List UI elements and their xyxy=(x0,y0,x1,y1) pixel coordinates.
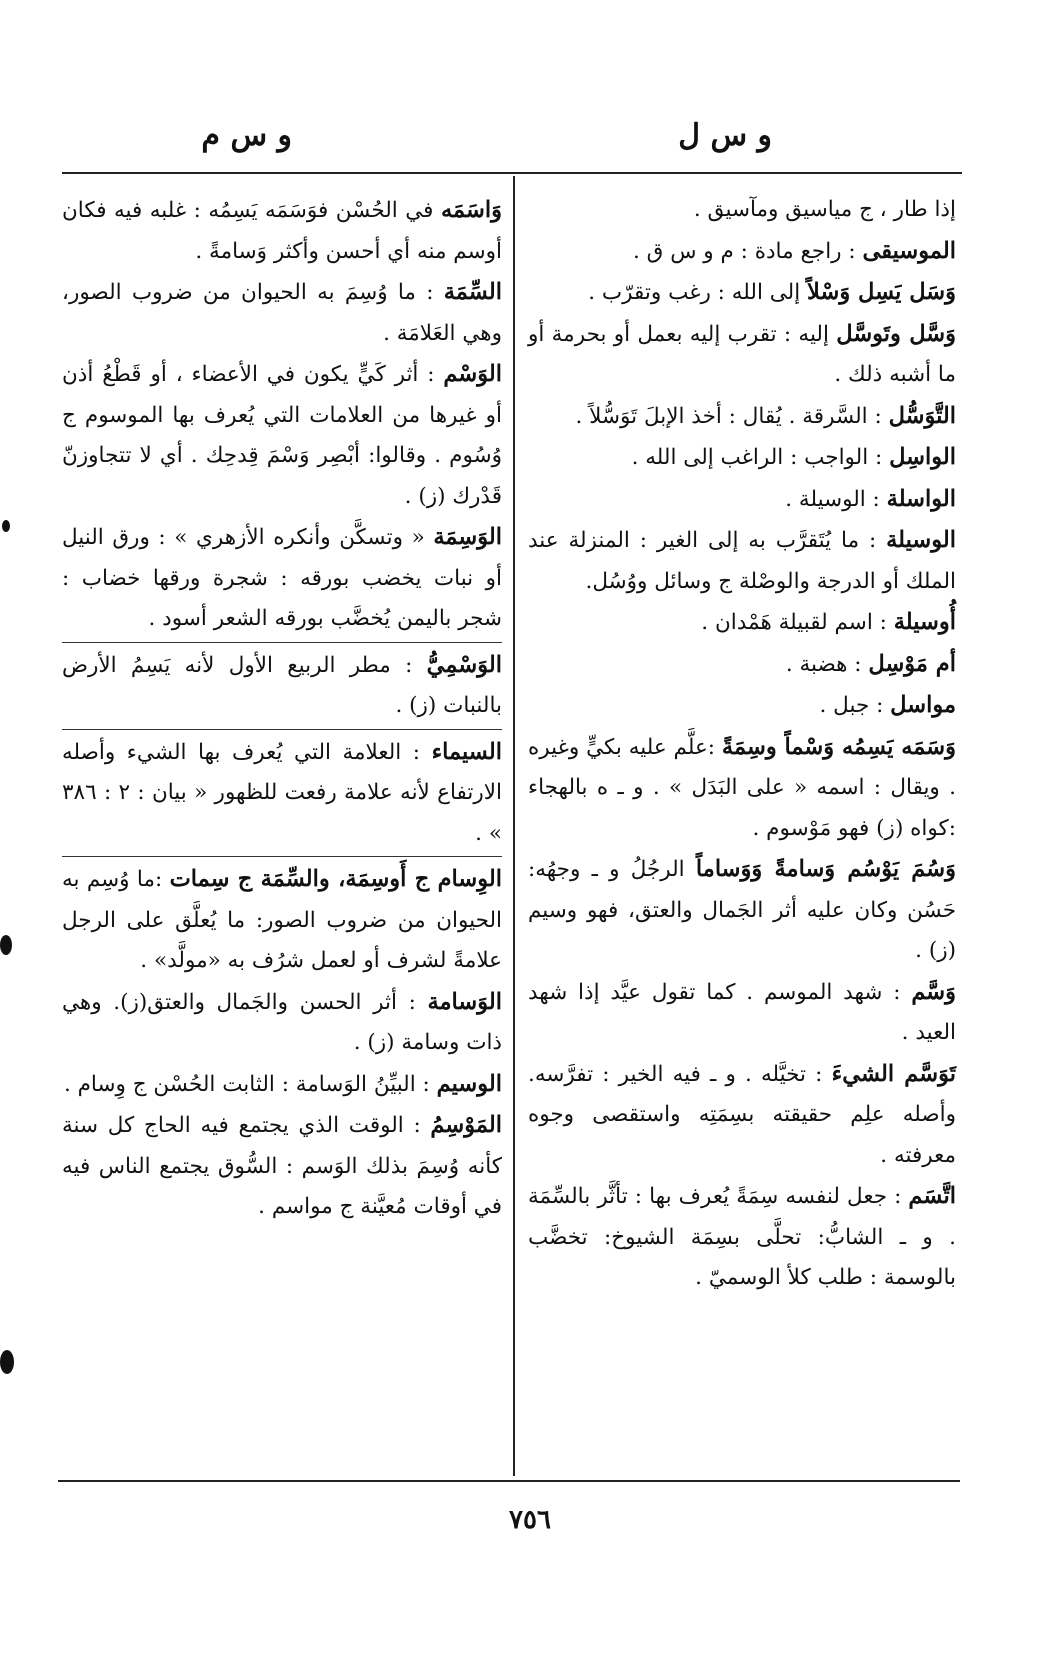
entry-headword: الوَسْم xyxy=(443,361,502,387)
entry-definition: : جبل . xyxy=(819,693,884,718)
left-column xyxy=(62,190,502,1228)
entry-definition: : أثر كَيٍّ يكون في الأعضاء ، أو قَطْعُ أذن أو غيرها من العلامات التي يُعرف بها الموسوم ج وُسُوم . وقالوا: أبْصِر وَسْمَ قِدحِك . أي لا تتجاوزنّ قَدْرك (ز) . xyxy=(62,362,502,509)
entry-headword: أُوسيلة xyxy=(893,609,956,635)
entry-headword: الوِسام ج أَوسِمَة، والسِّمَة ج سِمات xyxy=(169,866,502,892)
entry-definition: : شهد الموسم . كما تقول عيَّد إذا شهد العيد . xyxy=(528,979,956,1045)
scan-speck xyxy=(0,1350,14,1374)
dictionary-entry xyxy=(528,190,956,231)
dictionary-entry xyxy=(62,982,502,1064)
dictionary-entry xyxy=(528,1176,956,1299)
right-column xyxy=(528,190,956,1299)
entry-definition: : السَّرقة . يُقال : أخذ الإبلَ تَوَسُّلاً . xyxy=(575,403,882,429)
entry-headword: التَّوَسُّل xyxy=(888,402,956,429)
scan-speck xyxy=(2,520,10,532)
entry-definition: : ما وُسِمَ به الحيوان من ضروب الصور، وهي العَلامَة . xyxy=(62,280,502,346)
entry-definition: : راجع مادة : م و س ق . xyxy=(633,238,856,264)
dictionary-entry xyxy=(528,644,956,686)
entry-headword: الوسيم xyxy=(436,1070,502,1097)
dictionary-entry xyxy=(528,520,956,602)
dictionary-entry xyxy=(528,479,956,521)
bottom-rule xyxy=(58,1480,960,1482)
entry-definition: : الوقت الذي يجتمع فيه الحاج كل سنة كأنه وُسِمَ بذلك الوَسم : السُّوق يجتمع الناس فيه في أوقات مُعيَّنة ج مواسم . xyxy=(62,1113,502,1219)
dictionary-entry xyxy=(528,849,956,972)
entry-headword: الواسلة xyxy=(886,485,956,512)
entry-headword: وَسُمَ يَوْسُم وَسامةً وَوَساماً xyxy=(695,856,957,882)
entry-separator xyxy=(62,729,502,730)
entry-headword: الموسيقى xyxy=(862,237,956,264)
entry-definition: : العلامة التي يُعرف بها الشيء وأصله الارتفاع لأنه علامة رفعت للظهور « بيان : ٢ : ٣٨٦ » . xyxy=(62,739,502,846)
dictionary-entry xyxy=(528,602,956,644)
column-divider xyxy=(513,176,515,1476)
dictionary-entry xyxy=(62,732,502,855)
entry-headword: الواسِل xyxy=(889,444,956,470)
entry-definition: : جعل لنفسه سِمَةً يُعرف بها : تأثَّر بالسِّمَة . و ـ الشابُّ: تحلَّى بسِمَة الشيوخ: تخضَّب بالوسمة : طلب كلأ الوسميّ . xyxy=(528,1184,956,1290)
page-number: ٧٥٦ xyxy=(509,1505,551,1535)
top-rule xyxy=(62,172,962,174)
entry-definition: : مطر الربيع الأول لأنه يَسِمُ الأرض بالنبات (ز) . xyxy=(62,652,502,718)
entry-definition: : الوسيلة . xyxy=(785,486,880,512)
entry-headword: الوَسْمِيُّ xyxy=(426,651,502,678)
dictionary-entry xyxy=(528,314,956,396)
entry-separator xyxy=(62,856,502,857)
entry-headword: الوَسِمَة xyxy=(433,524,502,550)
entry-headword: السيماء xyxy=(431,738,502,765)
entry-definition: الرجُلُ و ـ وجهُه: حَسُن وكان عليه أثر الجَمال والعتق، فهو وسيم (ز) . xyxy=(528,857,956,963)
entry-definition: : الواجب : الراغب إلى الله . xyxy=(631,445,883,470)
dictionary-entry xyxy=(62,354,502,517)
entry-definition: : أثر الحسن والجَمال والعتق(ز). وهي ذات وسامة (ز) . xyxy=(62,989,502,1055)
entry-headword: الوسيلة xyxy=(886,527,956,553)
entry-headword: وَسَل يَسِل وَسْلاً xyxy=(807,279,956,305)
entry-headword: اتَّسَم xyxy=(908,1183,956,1209)
entry-definition: إذا طار ، ج مياسيق ومآسيق . xyxy=(693,197,956,222)
entry-separator xyxy=(62,642,502,643)
entry-headword: تَوَسَّم الشيءَ xyxy=(831,1060,956,1087)
entry-definition: : هضبة . xyxy=(785,651,862,677)
entry-definition: إلى الله : رغب وتقرّب . xyxy=(588,280,801,305)
entry-definition: : ما يُتَقرَّب به إلى الغير : المنزلة عند الملك أو الدرجة والوصْلة ج وسائل ووُسُل. xyxy=(528,528,956,594)
entry-headword: وَاسَمَه xyxy=(440,197,502,223)
dictionary-entry xyxy=(62,190,502,272)
entry-headword: السِّمَة xyxy=(443,279,502,305)
dictionary-entry xyxy=(62,517,502,640)
dictionary-entry xyxy=(62,645,502,727)
dictionary-entry xyxy=(62,1064,502,1106)
dictionary-entry xyxy=(62,1105,502,1228)
dictionary-entry xyxy=(528,437,956,479)
dictionary-entry xyxy=(528,727,956,850)
dictionary-entry xyxy=(528,272,956,314)
entry-headword: أم مَوْسِل xyxy=(868,650,956,677)
dictionary-entry xyxy=(62,859,502,982)
entry-definition: « وتسكَّن وأنكره الأزهري » : ورق النيل أو نبات يخضب بورقه : شجرة ورقها خضاب : شجر باليمن يُخضَّب بورقه الشعر أسود . xyxy=(62,525,502,631)
entry-headword: وَسَّم xyxy=(911,978,957,1005)
entry-headword: مواسل xyxy=(890,692,956,718)
dictionary-entry xyxy=(528,972,956,1054)
entry-headword: وَسَمَه يَسِمُه وَسْماً وسِمَةً xyxy=(721,733,956,760)
dictionary-entry xyxy=(528,396,956,438)
entry-definition: :ما وُسِم به الحيوان من ضروب الصور: ما يُعلَّق على الرجل علامةً لشرف أو لعمل شرُف به «مولَّد» . xyxy=(62,867,502,973)
entry-definition: : البيِّنُ الوَسامة : الثابت الحُسْن ج وِسام . xyxy=(63,1071,430,1097)
entry-headword: وَسَّل وتَوسَّل xyxy=(836,320,956,347)
scan-speck xyxy=(0,935,12,955)
entry-headword: الوَسامة xyxy=(427,988,502,1015)
right-column-root-heading: و س ل xyxy=(678,118,772,153)
dictionary-entry xyxy=(62,272,502,354)
left-column-root-heading: و س م xyxy=(201,118,292,153)
entry-definition: إليه : تقرب إليه بعمل أو بحرمة أو ما أشبه ذلك . xyxy=(528,321,956,387)
dictionary-entry xyxy=(528,1054,956,1177)
entry-definition: : اسم لقبيلة هَمْدان . xyxy=(701,610,887,635)
entry-definition: : تخيَّله . و ـ فيه الخير : تفرَّسه. وأصله علِم حقيقته بسِمَتِه واستقصى وجوه معرفته . xyxy=(528,1061,956,1168)
entry-definition: :علَّم عليه بكيٍّ وغيره . ويقال : اسمه « على البَدَل » . و ـ ه بالهجاء :كواه (ز) فهو مَوْسوم . xyxy=(528,734,956,841)
dictionary-entry xyxy=(528,685,956,727)
dictionary-entry xyxy=(528,231,956,273)
entry-definition: في الحُسْن فوَسَمَه يَسِمُه : غلبه فيه فكان أوسم منه أي أحسن وأكثر وَسامةً . xyxy=(62,198,502,264)
entry-headword: المَوْسِمُ xyxy=(430,1112,502,1138)
